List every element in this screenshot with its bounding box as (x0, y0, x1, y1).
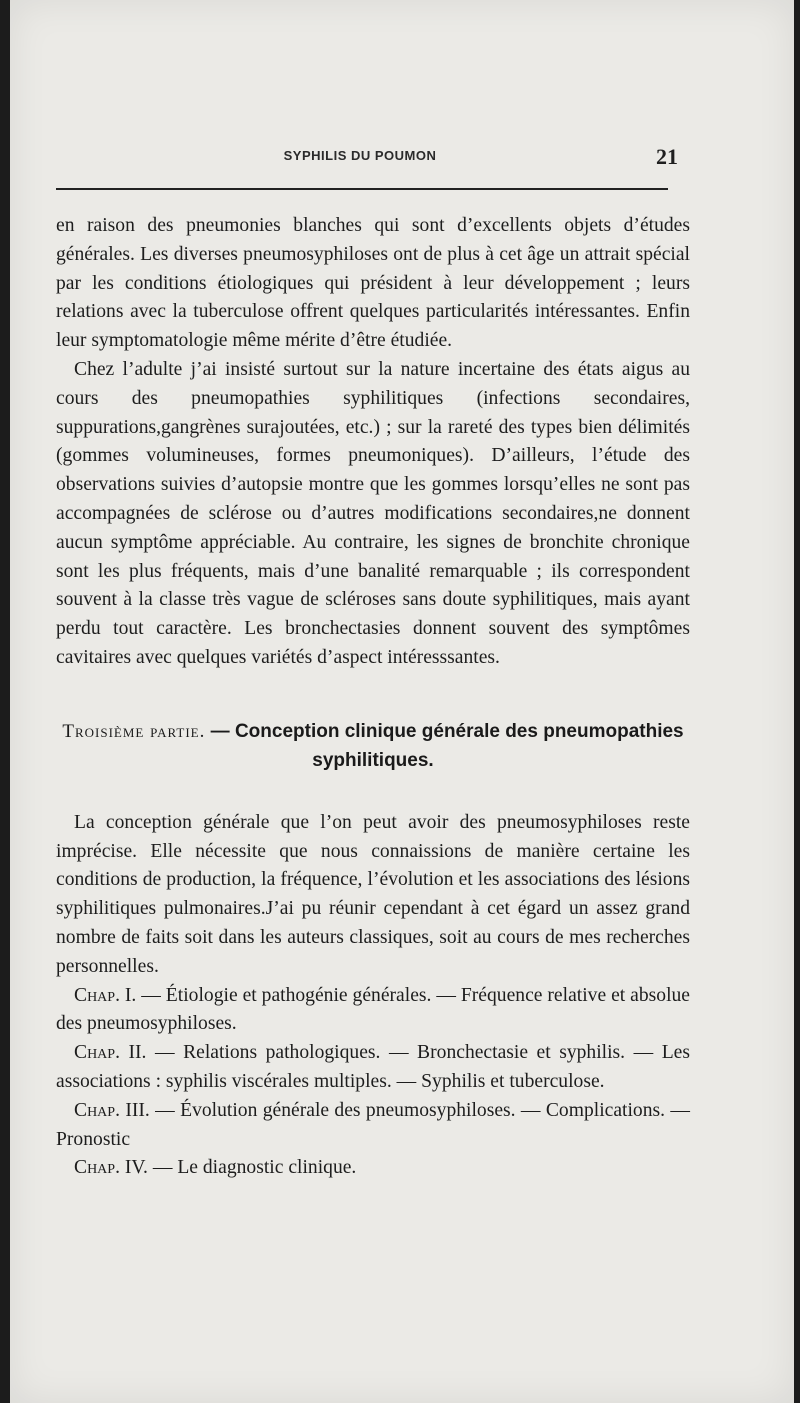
chapter-label: Chap. II. (74, 1042, 147, 1064)
page-number: 21 (656, 144, 678, 169)
paragraph: en raison des pneumonies blanches qui sont d’excellents objets d’études générales. Les diverses pneumosyphiloses ont de plus à cet âge un attrait spécial par les conditions étiologiques qui président à leur développement ; leurs relations avec la tuberculose offrent quelques particularités intéressantes. Enfin leur symptomatologie même mérite d’être étudiée. (56, 215, 690, 352)
chapter-entry (56, 982, 690, 1040)
page-header (50, 144, 678, 170)
part-label: Troisième partie. (62, 720, 206, 742)
chapter-text: — Évolution générale des pneumosyphiloses. — Complications. — Pronostic (56, 1099, 690, 1150)
heading-dash: — (210, 720, 230, 742)
paragraph: La conception générale que l’on peut avoir des pneumosyphiloses reste imprécise. Elle nécessite que nous connaissions de manière certaine les conditions de production, la fréquence, l’évolution et les associations des lésions syphilitiques pulmonaires.J’ai pu réunir cependant à cet égard un assez grand nombre de faits soit dans les auteurs classiques, soit au cours de mes recherches personnelles. (56, 811, 690, 977)
header-rule (56, 188, 668, 190)
book-page (10, 0, 794, 1403)
chapter-text: — Le diagnostic clinique. (152, 1157, 357, 1179)
paragraph: Chez l’adulte j’ai insisté surtout sur la nature incertaine des états aigus au cours des pneumopathies syphilitiques (infections secondaires, suppurations,gangrènes surajoutées, etc.) ; sur la rareté des types bien délimités (gommes volumineuses, formes pneumoniques). D’ailleurs, l’étude des observations suivies d’autopsie montre que les gommes lorsqu’elles ne sont pas accompagnées de sclérose ou d’autres modifications secondaires,ne donnent aucun symptôme appréciable. Au contraire, les signes de bronchite chronique sont les plus fréquents, mais d’une banalité remarquable ; ils correspondent souvent à la classe très vague de scléroses sans doute syphilitiques, mais ayant perdu tout caractère. Les bronchectasies donnent souvent des symptômes cavitaires avec quelques variétés d’aspect intéresssantes. (56, 358, 690, 668)
chapter-label: Chap. IV. (74, 1157, 148, 1179)
chapter-entry (56, 1154, 690, 1183)
chapter-label: Chap. III. (74, 1099, 150, 1121)
section-heading (56, 717, 690, 775)
chapter-label: Chap. I. (74, 984, 137, 1006)
chapter-entry (56, 1039, 690, 1097)
chapter-entry (56, 1097, 690, 1155)
chapter-text: — Étiologie et pathogénie générales. — Fréquence relative et absolue des pneumosyphiloses. (56, 984, 691, 1035)
section-title: Conception clinique générale des pneumopathies syphilitiques. (234, 720, 684, 771)
page-body (56, 212, 690, 1183)
running-title: SYPHILIS DU POUMON (283, 148, 437, 163)
chapter-text: — Relations pathologiques. — Bronchectasie et syphilis. — Les associations : syphilis viscérales multiples. — Syphilis et tuberculose. (56, 1042, 690, 1092)
